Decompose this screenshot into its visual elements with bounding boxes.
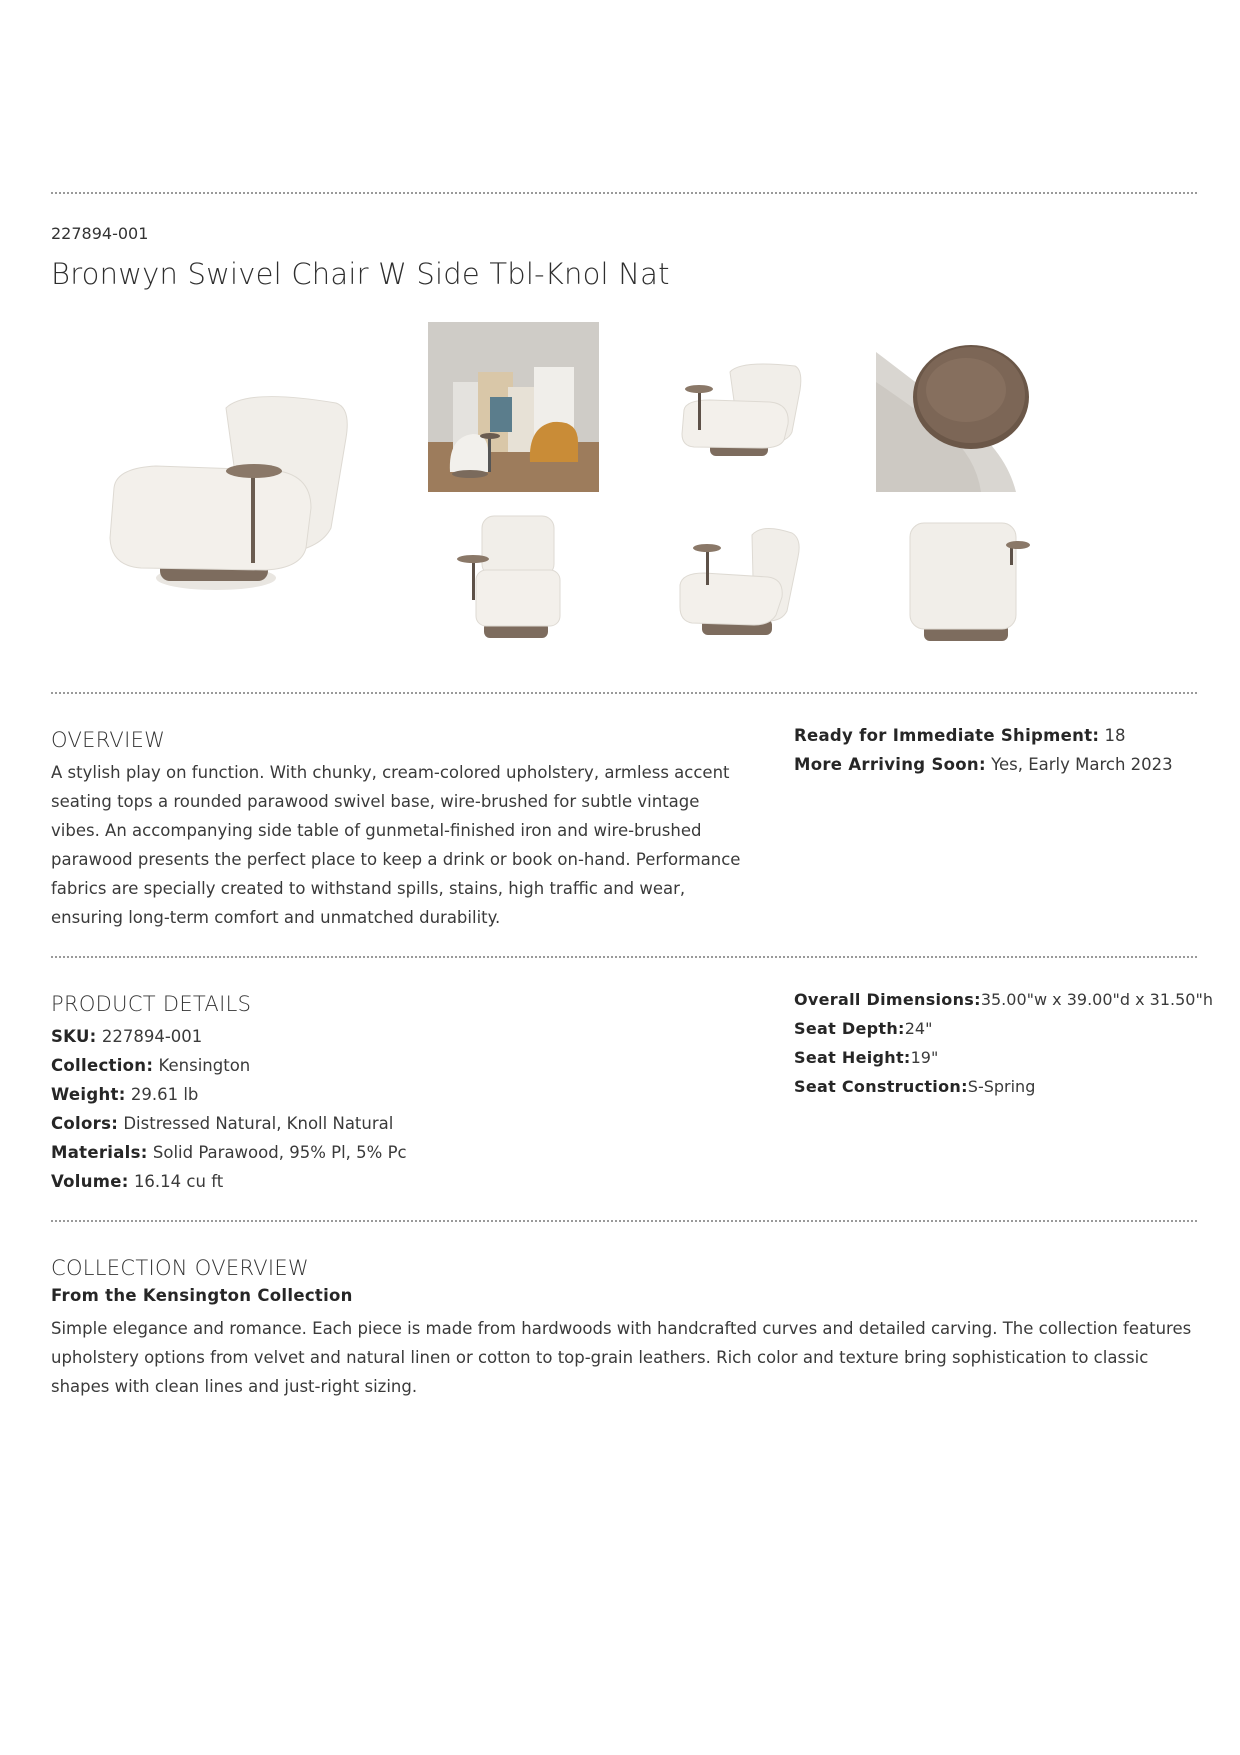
detail-label: Seat Construction: (794, 1077, 968, 1096)
detail-label: Overall Dimensions: (794, 990, 981, 1009)
detail-label: Materials: (51, 1143, 148, 1162)
collection-text: Simple elegance and romance. Each piece is made from hardwoods with handcrafted curves and detailed carving. The collection features upholstery options from velvet and natural linen or cotton to top-grain leathers. Rich color and texture bring sophistication to classic shapes with clean lines and just-right sizing. (51, 1319, 1192, 1396)
detail-row (51, 1080, 407, 1109)
overview-text: A stylish play on function. With chunky, cream-colored upholstery, armless accent seating tops a rounded parawood swivel base, wire-brushed for subtle vintage vibes. An accompanying side table of gunmetal-finished iron and wire-brushed parawood presents the perfect place to keep a drink or book on-hand. Performance fabrics are specially created to withstand spills, stains, high traffic and wear, ensuring long-term comfort and unmatched durability. (51, 763, 741, 927)
detail-label: Weight: (51, 1085, 126, 1104)
detail-label: Collection: (51, 1056, 154, 1075)
detail-value: 16.14 cu ft (133, 1172, 224, 1191)
chair-back-image[interactable] (896, 515, 1036, 650)
collection-heading: COLLECTION OVERVIEW (51, 1256, 309, 1280)
chair-side-table-image[interactable] (670, 352, 810, 462)
divider-details (51, 1220, 1197, 1222)
divider-top (51, 192, 1197, 194)
detail-row (51, 1051, 407, 1080)
detail-label: Volume: (51, 1172, 129, 1191)
detail-row (51, 1022, 407, 1051)
detail-row (51, 1167, 407, 1196)
detail-row (51, 1138, 407, 1167)
table-top-detail-image[interactable] (876, 322, 1046, 492)
detail-row (51, 1109, 407, 1138)
room-scene-image[interactable] (428, 322, 599, 492)
availability-list (794, 721, 1173, 779)
details-left-list (51, 1022, 407, 1196)
chair-front-image[interactable] (446, 510, 576, 645)
product-sku: 227894-001 (51, 224, 149, 243)
detail-value: 227894-001 (101, 1027, 203, 1046)
detail-value: 24" (904, 1019, 933, 1038)
detail-label: SKU: (51, 1027, 97, 1046)
detail-value: Solid Parawood, 95% Pl, 5% Pc (152, 1143, 407, 1162)
detail-value: Distressed Natural, Knoll Natural (123, 1114, 394, 1133)
chair-main-image[interactable] (96, 378, 356, 608)
detail-value: 29.61 lb (130, 1085, 199, 1104)
detail-row (794, 1072, 1213, 1101)
product-title: Bronwyn Swivel Chair W Side Tbl-Knol Nat (51, 257, 670, 291)
availability-label: More Arriving Soon: (794, 755, 986, 774)
detail-label: Seat Height: (794, 1048, 911, 1067)
details-heading: PRODUCT DETAILS (51, 992, 252, 1016)
divider-overview (51, 956, 1197, 958)
chair-angle-image[interactable] (672, 515, 812, 645)
detail-value: Kensington (158, 1056, 251, 1075)
divider-gallery (51, 692, 1197, 694)
detail-label: Seat Depth: (794, 1019, 905, 1038)
availability-label: Ready for Immediate Shipment: (794, 726, 1100, 745)
detail-row (794, 1014, 1213, 1043)
detail-row (794, 1043, 1213, 1072)
detail-row (794, 985, 1213, 1014)
details-right-list (794, 985, 1213, 1101)
overview-heading: OVERVIEW (51, 728, 166, 752)
detail-value: 19" (910, 1048, 939, 1067)
detail-label: Colors: (51, 1114, 119, 1133)
availability-row (794, 750, 1173, 779)
collection-subheading: From the Kensington Collection (51, 1286, 353, 1305)
availability-value: 18 (1104, 726, 1126, 745)
availability-value: Yes, Early March 2023 (991, 755, 1173, 774)
detail-value: S-Spring (967, 1077, 1036, 1096)
availability-row (794, 721, 1173, 750)
detail-value: 35.00"w x 39.00"d x 31.50"h (980, 990, 1213, 1009)
